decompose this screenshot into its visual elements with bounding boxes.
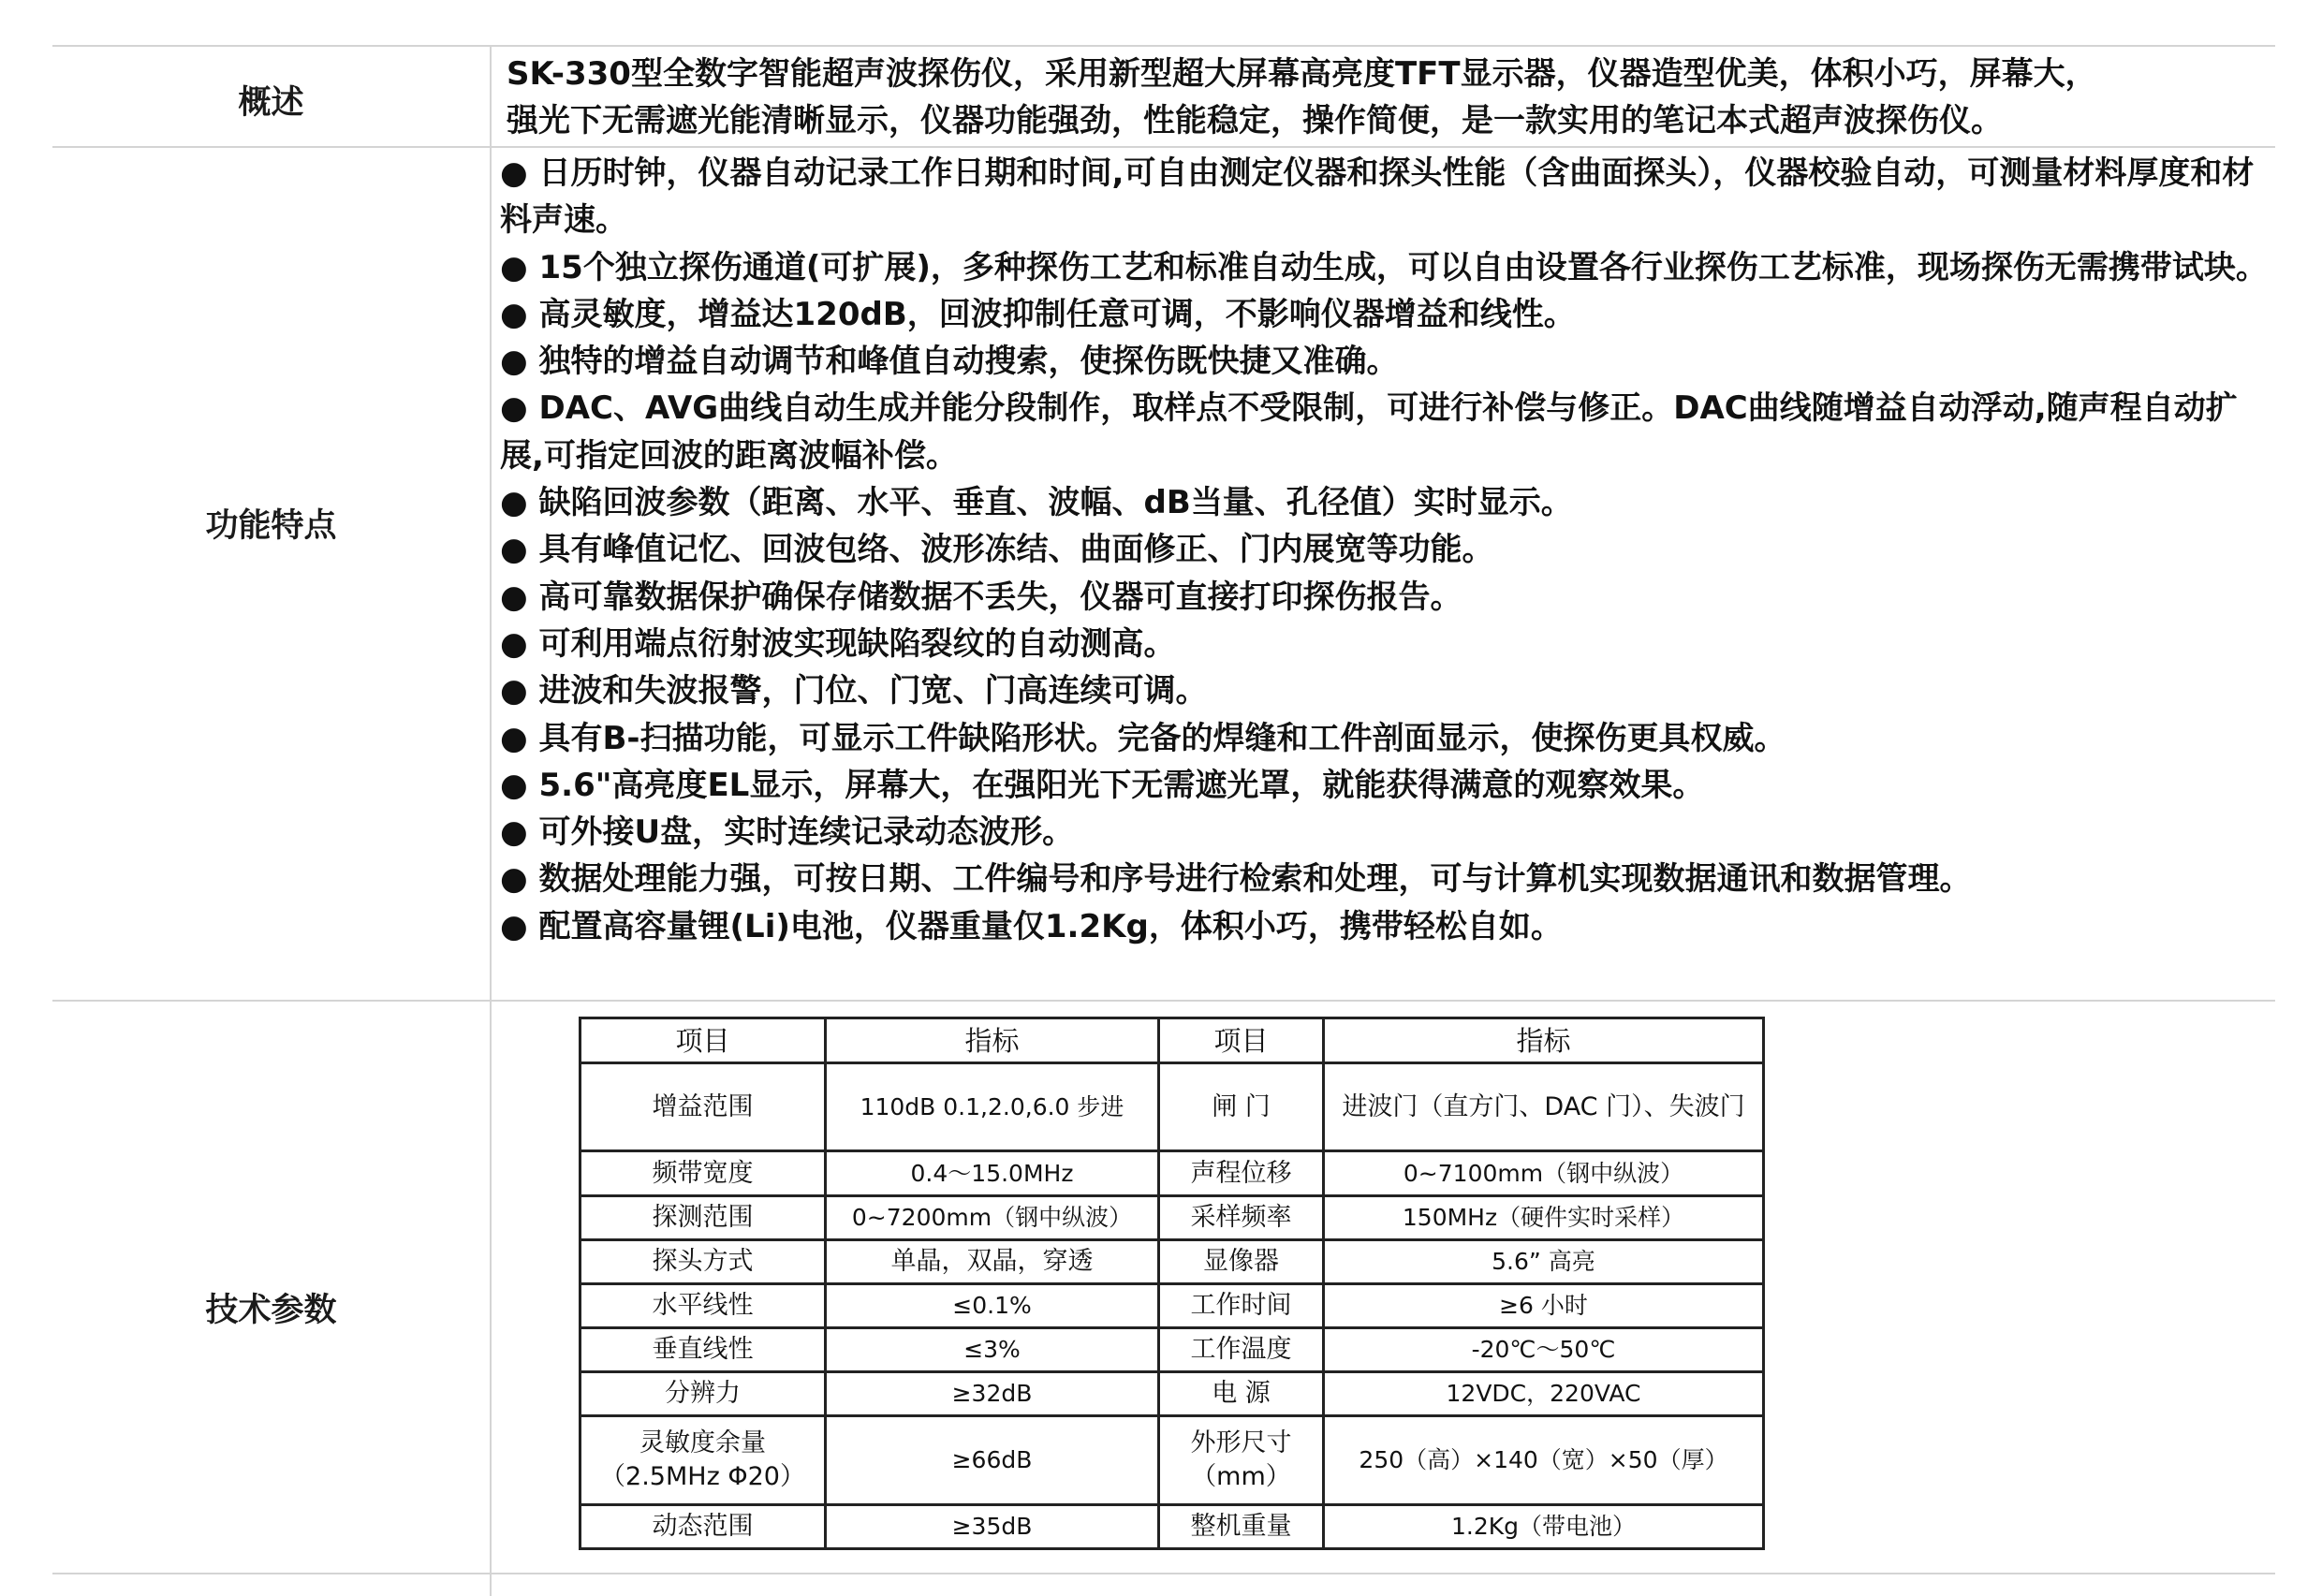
spec-cell: 闸 门	[1159, 1063, 1324, 1151]
spec-cell: 水平线性	[580, 1283, 826, 1327]
top-rule	[52, 45, 2275, 47]
spec-cell: ≤3%	[826, 1328, 1159, 1372]
specs-label: 技术参数	[205, 1292, 337, 1329]
spec-cell: 5.6” 高亮	[1324, 1239, 1764, 1283]
feature-item: ● 具有B-扫描功能，可显示工件缺陷形状。完备的焊缝和工件剖面显示，使探伤更具权威。	[500, 719, 1786, 757]
overview-label: 概述	[238, 84, 304, 122]
spec-cell: ≤0.1%	[826, 1283, 1159, 1327]
spec-cell: 探头方式	[580, 1239, 826, 1283]
spec-row	[580, 1504, 1764, 1548]
spec-header-cell: 指标	[1324, 1018, 1764, 1063]
overview-text	[507, 51, 2267, 144]
overview-line-2: 强光下无需遮光能清晰显示，仪器功能强劲，性能稳定，操作简便，是一款实用的笔记本式超声波探伤仪。	[507, 102, 2003, 139]
spec-cell: ≥6 小时	[1324, 1283, 1764, 1327]
spec-cell: 0~7200mm（钢中纵波）	[826, 1195, 1159, 1239]
spec-cell: 增益范围	[580, 1063, 826, 1151]
feature-item: ● 进波和失波报警，门位、门宽、门高连续可调。	[500, 672, 1208, 710]
spec-cell: 12VDC，220VAC	[1324, 1372, 1764, 1416]
spec-header-cell: 指标	[826, 1018, 1159, 1063]
feature-item: ● 15个独立探伤通道(可扩展)，多种探伤工艺和标准自动生成，可以自由设置各行业探伤工艺标准，现场探伤无需携带试块。	[500, 248, 2268, 286]
spec-row	[580, 1372, 1764, 1416]
feature-item: ● 日历时钟，仪器自动记录工作日期和时间,可自由测定仪器和探头性能（含曲面探头），仪器校验自动，可测量材料厚度和材料声速。	[500, 154, 2255, 240]
spec-table	[579, 1017, 1765, 1550]
spec-cell: 探测范围	[580, 1195, 826, 1239]
feature-item: ● 5.6"高亮度EL显示，屏幕大，在强阳光下无需遮光罩，就能获得满意的观察效果。	[500, 766, 1705, 804]
spec-cell: 整机重量	[1159, 1504, 1324, 1548]
spec-cell: 工作时间	[1159, 1283, 1324, 1327]
features-bottom-rule	[52, 1000, 2275, 1002]
spec-cell: 声程位移	[1159, 1151, 1324, 1195]
spec-cell: 外形尺寸（mm）	[1159, 1416, 1324, 1504]
spec-cell: 采样频率	[1159, 1195, 1324, 1239]
feature-item: ● 独特的增益自动调节和峰值自动搜索，使探伤既快捷又准确。	[500, 343, 1399, 381]
spec-cell: 进波门（直方门、DAC 门）、失波门	[1324, 1063, 1764, 1151]
column-divider	[490, 45, 492, 1596]
spec-cell: 分辨力	[580, 1372, 826, 1416]
spec-row	[580, 1328, 1764, 1372]
spec-cell: ≥35dB	[826, 1504, 1159, 1548]
spec-cell: 动态范围	[580, 1504, 826, 1548]
feature-item: ● DAC、AVG曲线自动生成并能分段制作，取样点不受限制，可进行补偿与修正。DAC曲线随增益自动浮动,随声程自动扩展,可指定回波的距离波幅补偿。	[500, 389, 2238, 475]
spec-cell: 250（高）×140（宽）×50（厚）	[1324, 1416, 1764, 1504]
spec-row	[580, 1195, 1764, 1239]
spec-cell: 显像器	[1159, 1239, 1324, 1283]
feature-item: ● 可外接U盘，实时连续记录动态波形。	[500, 813, 1075, 852]
feature-item: ● 配置高容量锂(Li)电池，仪器重量仅1.2Kg，体积小巧，携带轻松自如。	[500, 907, 1563, 945]
spec-header-cell: 项目	[1159, 1018, 1324, 1063]
spec-cell: 电 源	[1159, 1372, 1324, 1416]
spec-row	[580, 1151, 1764, 1195]
spec-cell: 0~7100mm（钢中纵波）	[1324, 1151, 1764, 1195]
feature-item: ● 高灵敏度，增益达120dB，回波抑制任意可调，不影响仪器增益和线性。	[500, 295, 1576, 333]
feature-item: ● 数据处理能力强，可按日期、工件编号和序号进行检索和处理，可与计算机实现数据通讯和数据管理。	[500, 860, 1972, 899]
spec-cell: 灵敏度余量（2.5MHz Φ20）	[580, 1416, 826, 1504]
spec-cell: 1.2Kg（带电池）	[1324, 1504, 1764, 1548]
spec-row	[580, 1239, 1764, 1283]
spec-cell: 0.4～15.0MHz	[826, 1151, 1159, 1195]
spec-cell: 垂直线性	[580, 1328, 826, 1372]
spec-cell: 110dB 0.1,2.0,6.0 步进	[826, 1063, 1159, 1151]
spec-cell: 工作温度	[1159, 1328, 1324, 1372]
spec-header-cell: 项目	[580, 1018, 826, 1063]
spec-row	[580, 1416, 1764, 1504]
features-label: 功能特点	[205, 507, 337, 545]
overview-line-1: SK-330型全数字智能超声波探伤仪，采用新型超大屏幕高亮度TFT显示器，仪器造型优美，体积小巧，屏幕大，	[507, 55, 2097, 93]
feature-list	[500, 150, 2271, 950]
feature-item: ● 缺陷回波参数（距离、水平、垂直、波幅、dB当量、孔径值）实时显示。	[500, 484, 1573, 522]
feature-item: ● 具有峰值记忆、回波包络、波形冻结、曲面修正、门内展宽等功能。	[500, 531, 1494, 569]
spec-header-row	[580, 1018, 1764, 1063]
feature-item: ● 可利用端点衍射波实现缺陷裂纹的自动测高。	[500, 624, 1176, 663]
spec-row	[580, 1283, 1764, 1327]
spec-cell: ≥66dB	[826, 1416, 1159, 1504]
feature-item: ● 高可靠数据保护确保存储数据不丢失，仪器可直接打印探伤报告。	[500, 578, 1462, 616]
spec-cell: 单晶，双晶，穿透	[826, 1239, 1159, 1283]
specs-bottom-rule	[52, 1573, 2275, 1574]
overview-bottom-rule	[52, 146, 2275, 148]
spec-row	[580, 1063, 1764, 1151]
spec-cell: ≥32dB	[826, 1372, 1159, 1416]
spec-cell: 频带宽度	[580, 1151, 826, 1195]
spec-cell: 150MHz（硬件实时采样）	[1324, 1195, 1764, 1239]
spec-cell: -20℃～50℃	[1324, 1328, 1764, 1372]
